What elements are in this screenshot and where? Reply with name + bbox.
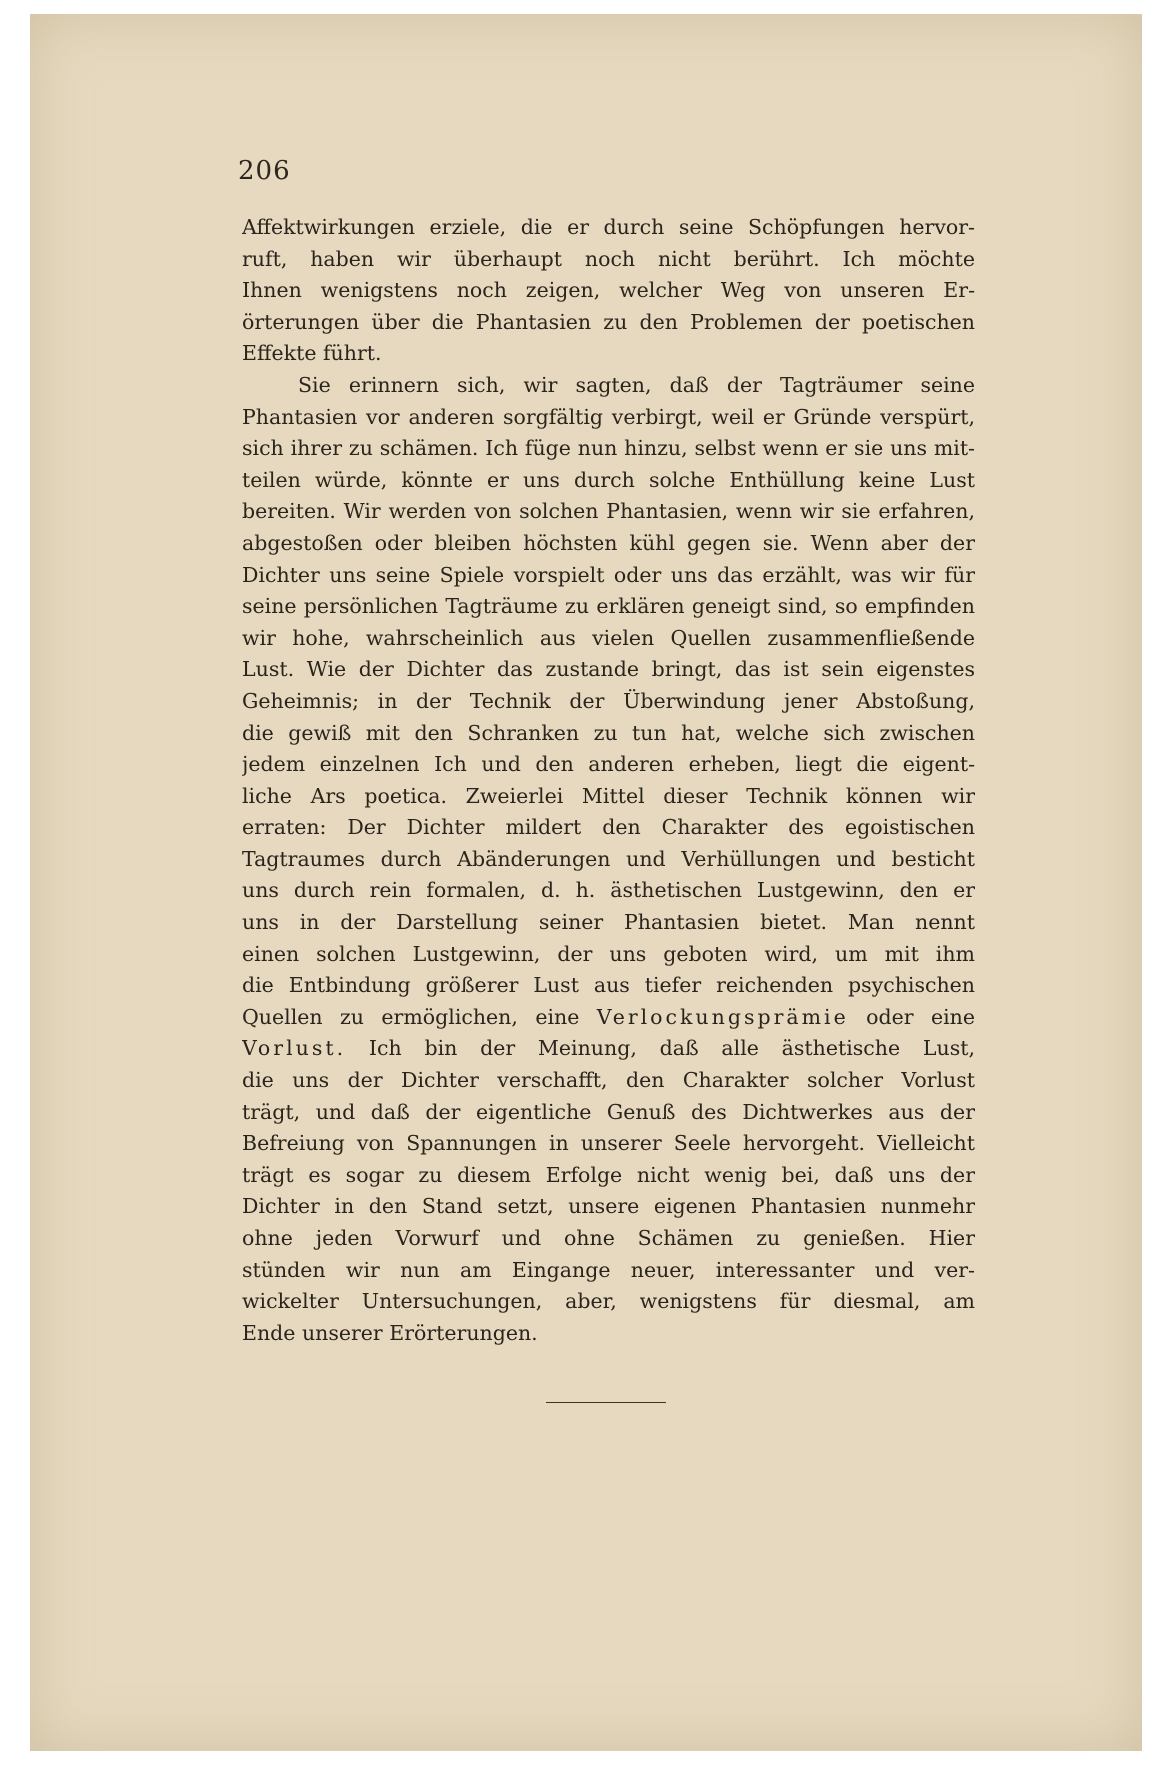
end-rule bbox=[546, 1402, 666, 1403]
text-line: wir hohe, wahrscheinlich aus vielen Quellen zusammenfließende bbox=[242, 625, 975, 650]
text-line: sich ihrer zu schämen. Ich füge nun hinzu, selbst wenn er sie uns mit- bbox=[242, 436, 975, 461]
text-line bbox=[242, 1002, 975, 1034]
text-line: Effekte führt. bbox=[242, 341, 382, 366]
text-line: erraten: Der Dichter mildert den Charakter des egoistischen bbox=[242, 815, 975, 840]
body-text bbox=[242, 212, 975, 1349]
text-line: Affektwirkungen erziele, die er durch seine Schöpfungen hervor- bbox=[242, 215, 975, 239]
text-line: teilen würde, könnte er uns durch solche Enthüllung keine Lust bbox=[242, 467, 975, 492]
text-line: ruft, haben wir überhaupt noch nicht berührt. Ich möchte bbox=[242, 246, 975, 271]
text-line: Lust. Wie der Dichter das zustande bringt, das ist sein eigenstes bbox=[242, 657, 975, 682]
text-line bbox=[242, 1033, 975, 1065]
text-line: uns durch rein formalen, d. h. ästhetischen Lustgewinn, den er bbox=[242, 878, 975, 903]
text-line: die gewiß mit den Schranken zu tun hat, welche sich zwischen bbox=[242, 720, 975, 745]
book-page bbox=[30, 14, 1142, 1751]
text-line: Dichter uns seine Spiele vorspielt oder uns das erzählt, was wir für bbox=[242, 562, 975, 587]
text-line: bereiten. Wir werden von solchen Phantasien, wenn wir sie erfahren, bbox=[242, 499, 975, 524]
text-line: seine persönlichen Tagträume zu erklären geneigt sind, so empfinden bbox=[242, 594, 975, 619]
text-line: trägt es sogar zu diesem Erfolge nicht wenig bei, daß uns der bbox=[242, 1162, 975, 1187]
text-line: Dichter in den Stand setzt, unsere eigenen Phantasien nunmehr bbox=[242, 1194, 975, 1219]
text-line: Ihnen wenigstens noch zeigen, welcher Weg von unseren Er- bbox=[242, 278, 975, 303]
text-line: trägt, und daß der eigentliche Genuß des Dichtwerkes aus der bbox=[242, 1099, 975, 1124]
text-line: stünden wir nun am Eingange neuer, interessanter und ver- bbox=[242, 1257, 975, 1282]
text-fragment: Ich bin der Meinung, daß alle ästhetische Lust, bbox=[346, 1036, 975, 1061]
text-line: abgestoßen oder bleiben höchsten kühl gegen sie. Wenn aber der bbox=[242, 530, 975, 555]
text-line: wickelter Untersuchungen, aber, wenigstens für diesmal, am bbox=[242, 1289, 975, 1314]
spaced-term: Verlockungsprämie bbox=[596, 1004, 849, 1029]
text-line: Sie erinnern sich, wir sagten, daß der Tagträumer seine bbox=[298, 372, 975, 397]
text-line: Ende unserer Erörterungen. bbox=[242, 1320, 538, 1345]
text-line: uns in der Darstellung seiner Phantasien bietet. Man nennt bbox=[242, 910, 975, 935]
text-line: jedem einzelnen Ich und den anderen erheben, liegt die eigent- bbox=[242, 752, 975, 777]
text-line: ohne jeden Vorwurf und ohne Schämen zu genießen. Hier bbox=[242, 1226, 975, 1250]
text-line: die Entbindung größerer Lust aus tiefer reichenden psychischen bbox=[242, 973, 975, 998]
text-line: die uns der Dichter verschafft, den Charakter solcher Vorlust bbox=[242, 1068, 975, 1093]
text-line: Phantasien vor anderen sorgfältig verbirgt, weil er Gründe verspürt, bbox=[242, 404, 975, 429]
text-line: liche Ars poetica. Zweierlei Mittel dieser Technik können wir bbox=[242, 783, 975, 808]
text-line: einen solchen Lustgewinn, der uns geboten wird, um mit ihm bbox=[242, 941, 975, 966]
spaced-term: Vorlust. bbox=[242, 1036, 347, 1061]
text-fragment: Quellen zu ermöglichen, eine bbox=[242, 1004, 597, 1029]
text-line: Geheimnis; in der Technik der Überwindung jener Abstoßung, bbox=[242, 688, 975, 713]
text-line: Befreiung von Spannungen in unserer Seele hervorgeht. Vielleicht bbox=[242, 1131, 975, 1156]
text-line: Tagtraumes durch Abänderungen und Verhüllungen und besticht bbox=[242, 846, 975, 871]
text-fragment: oder eine bbox=[848, 1004, 975, 1029]
page-number: 206 bbox=[238, 156, 291, 186]
text-line: örterungen über die Phantasien zu den Problemen der poetischen bbox=[242, 309, 975, 334]
